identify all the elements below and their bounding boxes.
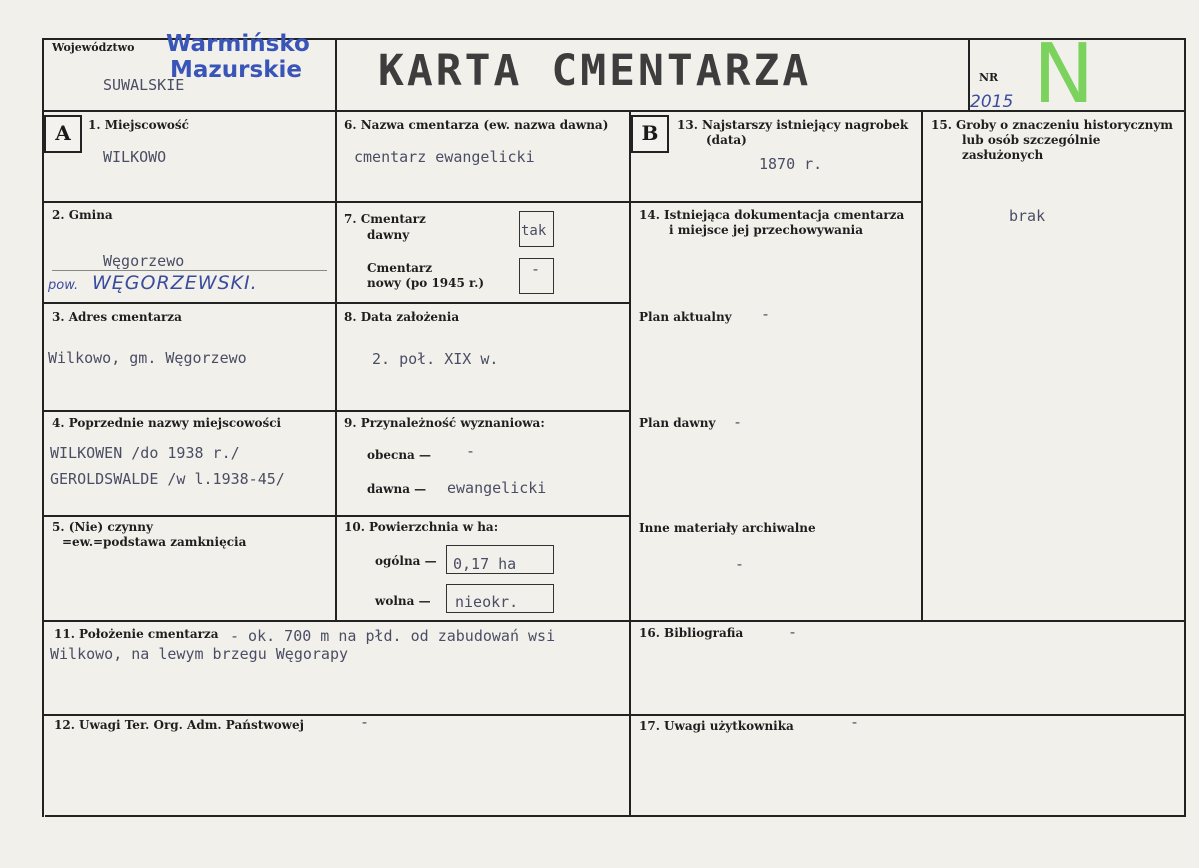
wojewodztwo-typed: SUWALSKIE <box>103 76 185 94</box>
f15-value: brak <box>1009 207 1046 225</box>
border-bottom <box>45 815 1186 817</box>
f13-value: 1870 r. <box>759 155 823 173</box>
row-line-5 <box>42 620 1186 622</box>
col-divider-1 <box>335 110 337 620</box>
f14-plan-aktualny-value: - <box>761 305 771 323</box>
f15-label-3: zasłużonych <box>962 148 1044 162</box>
f4-line-2: GEROLDSWALDE /w l.1938-45/ <box>50 470 285 488</box>
nr-value: 2015 <box>970 92 1014 112</box>
f14-label-2: i miejsce jej przechowywania <box>669 223 864 237</box>
f7-label-new-1: Cmentarz <box>367 261 433 275</box>
f10-label: 10. Powierzchnia w ha: <box>344 520 499 534</box>
f11-line-1: - ok. 700 m na płd. od zabudowań wsi <box>230 627 556 645</box>
f1-label: 1. Miejscowość <box>88 118 189 132</box>
f16-label: 16. Bibliografia <box>639 626 744 640</box>
f2-hand-prefix: pow. <box>48 278 79 293</box>
wojewodztwo-label: Województwo <box>52 41 135 54</box>
f9-dawna-label: dawna — <box>367 482 427 496</box>
f2-value: Węgorzewo <box>103 252 185 270</box>
header-bottom-line <box>42 110 1186 112</box>
f10-ogolna-label: ogólna — <box>375 554 437 568</box>
section-b-box: B <box>631 115 669 153</box>
f15-label-1: 15. Groby o znaczeniu historycznym <box>931 118 1174 132</box>
f6-label: 6. Nazwa cmentarza (ew. nazwa dawna) <box>344 118 609 132</box>
f7-label-new-2: nowy (po 1945 r.) <box>367 276 485 290</box>
nr-letter: N <box>1033 27 1095 122</box>
border-left <box>42 38 44 817</box>
f9-dawna-value: ewangelicki <box>447 479 547 497</box>
f10-wolna-label: wolna — <box>375 594 431 608</box>
f14-top-line <box>629 201 923 203</box>
row-line-2 <box>42 302 631 304</box>
section-a-box: A <box>44 115 82 153</box>
card-title: KARTA CMENTARZA <box>378 46 812 96</box>
f14-label-1: 14. Istniejąca dokumentacja cmentarza <box>639 208 905 222</box>
f4-line-1: WILKOWEN /do 1938 r./ <box>50 444 240 462</box>
f16-value: - <box>788 623 798 641</box>
f14-plan-aktualny-label: Plan aktualny <box>639 310 732 324</box>
header-divider-1 <box>335 38 337 112</box>
stamp-line-1: Warmińsko <box>166 31 310 57</box>
stamp-line-2: Mazurskie <box>170 57 302 83</box>
f11-label: 11. Położenie cmentarza <box>54 627 219 641</box>
f3-label: 3. Adres cmentarza <box>52 310 182 324</box>
f11-line-2: Wilkowo, na lewym brzegu Węgorapy <box>50 645 349 663</box>
f2-underline <box>52 270 327 271</box>
f3-value: Wilkowo, gm. Węgorzewo <box>48 349 247 367</box>
f7-label-old-1: 7. Cmentarz <box>344 212 426 226</box>
f10-ogolna-value: 0,17 ha <box>453 555 517 573</box>
f2-hand-value: WĘGORZEWSKI. <box>92 272 258 294</box>
f10-wolna-value: nieokr. <box>455 593 519 611</box>
row-line-3 <box>42 410 631 412</box>
f9-obecna-label: obecna — <box>367 448 432 462</box>
col-divider-2 <box>629 110 631 817</box>
f9-obecna-value: - <box>466 442 476 460</box>
f13-label-1: 13. Najstarszy istniejący nagrobek <box>677 118 909 132</box>
f8-value: 2. poł. XIX w. <box>372 350 499 368</box>
row-line-6 <box>42 714 1186 716</box>
f15-label-2: lub osób szczególnie <box>962 133 1101 147</box>
f14-plan-dawny-label: Plan dawny <box>639 416 716 430</box>
f17-label: 17. Uwagi użytkownika <box>639 719 794 733</box>
f1-value: WILKOWO <box>103 148 167 166</box>
f9-label: 9. Przynależność wyznaniowa: <box>344 416 545 430</box>
f5-sublabel: =ew.=podstawa zamknięcia <box>62 535 247 549</box>
col-divider-3 <box>921 110 923 622</box>
f7-value-new: - <box>531 260 541 278</box>
f14-inne-value: - <box>735 555 745 573</box>
f17-value: - <box>850 713 860 731</box>
f5-label: 5. (Nie) czynny <box>52 520 153 534</box>
row-line-1 <box>42 201 631 203</box>
f4-label: 4. Poprzednie nazwy miejscowości <box>52 416 282 430</box>
border-right <box>1184 38 1186 817</box>
f6-value: cmentarz ewangelicki <box>354 148 535 166</box>
f8-label: 8. Data założenia <box>344 310 460 324</box>
f14-plan-dawny-value: - <box>733 413 743 431</box>
f7-label-old-2: dawny <box>367 228 410 242</box>
f7-value-old: tak <box>521 223 547 239</box>
nr-label: NR <box>979 71 999 84</box>
row-line-4 <box>42 515 631 517</box>
f14-inne-label: Inne materiały archiwalne <box>639 521 816 535</box>
f12-label: 12. Uwagi Ter. Org. Adm. Państwowej <box>54 718 304 732</box>
f12-value: - <box>360 713 370 731</box>
f13-label-2: (data) <box>706 133 747 147</box>
f2-label: 2. Gmina <box>52 208 113 222</box>
